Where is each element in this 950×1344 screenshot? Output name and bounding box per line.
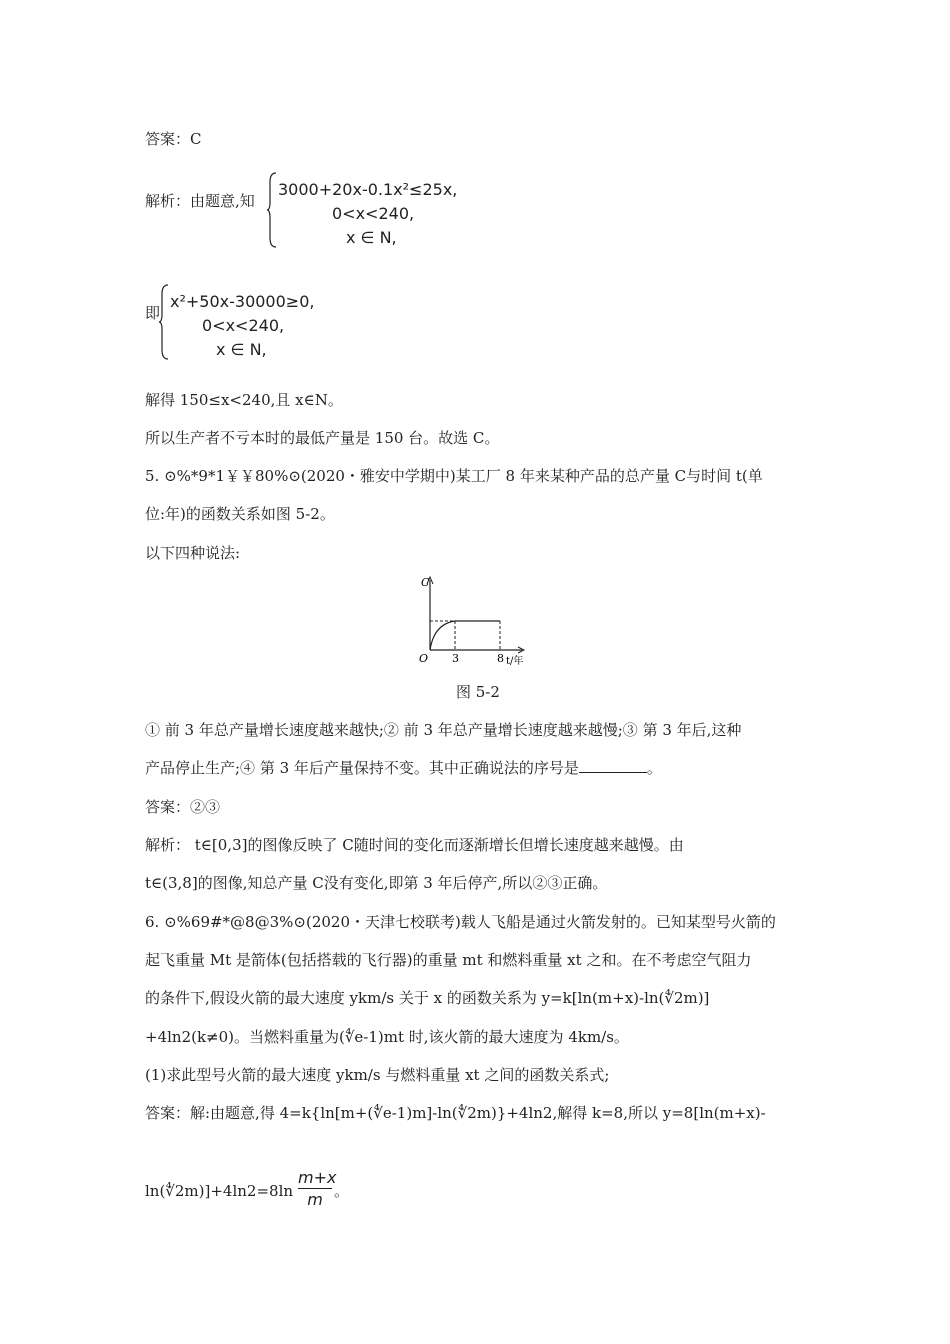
system-1-eq3: x ∈ N, — [346, 228, 397, 247]
options-line-1: ① 前 3 年总产量增长速度越来越快;② 前 3 年总产量增长速度越来越慢;③ 第 3 年后,这种 — [145, 721, 742, 739]
system-1 — [278, 178, 498, 250]
x-axis-label: t/年 — [506, 656, 524, 666]
question-5-line-2: 位:年)的函数关系如图 5-2。 — [145, 505, 335, 523]
system-2 — [170, 290, 390, 362]
question-6-sub-1: (1)求此型号火箭的最大速度 ykm/s 与燃料重量 xt 之间的函数关系式; — [145, 1066, 610, 1084]
answer-5: 答案：②③ — [145, 798, 221, 816]
system-2-brace — [158, 284, 170, 360]
analysis-5-line-1: 解析： t∈[0,3]的图像反映了 C随时间的变化而逐渐增长但增长速度越来越慢。由 — [145, 836, 684, 854]
answer-6-line-2: ln(∜2m)]+4ln2=8ln — [145, 1182, 294, 1200]
growth-curve — [430, 621, 455, 650]
question-5-line-1: 5. ⊙%*9*1￥￥80%⊙(2020・雅安中学期中)某工厂 8 年来某种产品的总产量 C与时间 t(单 — [145, 467, 763, 485]
system-2-eq1: x²+50x-30000≥0, — [170, 292, 315, 311]
conclusion-line: 所以生产者不亏本时的最低产量是 150 台。故选 C。 — [145, 429, 500, 447]
options-line-2-text: 产品停止生产;④ 第 3 年后产量保持不变。其中正确说法的序号是 — [145, 759, 579, 777]
question-6-line-3: 的条件下,假设火箭的最大速度 ykm/s 关于 x 的函数关系为 y=k[ln(m+x)-ln(∜2m)] — [145, 989, 710, 1007]
system-1-eq2: 0<x<240, — [332, 204, 415, 223]
origin-label: O — [419, 652, 429, 665]
question-6-line-4: +4ln2(k≠0)。当燃料重量为(∜e-1)mt 时,该火箭的最大速度为 4km/s。 — [145, 1028, 629, 1046]
answer-1: 答案：C — [145, 130, 202, 148]
question-5-line-3: 以下四种说法: — [145, 544, 241, 562]
system-2-eq3: x ∈ N, — [216, 340, 267, 359]
system-1-brace — [266, 172, 278, 248]
question-6-line-1: 6. ⊙%69#*@8@3%⊙(2020・天津七校联考)载人飞船是通过火箭发射的。已知某型号火箭的 — [145, 913, 776, 931]
fraction-denominator: m — [307, 1190, 323, 1209]
answer-6-line-1: 答案：解:由题意,得 4=k{ln[m+(∜e-1)m]-ln(∜2m)}+4ln2,解得 k=8,所以 y=8[ln(m+x)- — [145, 1104, 766, 1122]
answer-6-end: 。 — [334, 1182, 350, 1200]
y-axis-label: C — [421, 576, 430, 589]
figure-5-2 — [410, 574, 530, 666]
answer-blank — [579, 758, 647, 773]
fraction-numerator: m+x — [298, 1168, 337, 1187]
options-line-2-end: 。 — [646, 759, 662, 777]
system-1-eq1: 3000+20x-0.1x²≤25x, — [278, 180, 458, 199]
analysis-5-line-2: t∈(3,8]的图像,知总产量 C没有变化,即第 3 年后停产,所以②③正确。 — [145, 874, 608, 892]
tick-8-label: 8 — [497, 652, 504, 665]
fraction-bar — [298, 1188, 332, 1189]
solve-line: 解得 150≤x<240,且 x∈N。 — [145, 391, 343, 409]
tick-3-label: 3 — [452, 652, 459, 665]
ji-label: 即 — [145, 304, 161, 322]
fraction-m-plus-x-over-m — [298, 1168, 337, 1209]
figure-caption: 图 5-2 — [456, 683, 500, 701]
options-line-2 — [145, 757, 662, 779]
analysis-1-label: 解析：由题意,知 — [145, 192, 255, 210]
question-6-line-2: 起飞重量 Mt 是箭体(包括搭载的飞行器)的重量 mt 和燃料重量 xt 之和。在不考虑空气阻力 — [145, 951, 752, 969]
system-2-eq2: 0<x<240, — [202, 316, 285, 335]
